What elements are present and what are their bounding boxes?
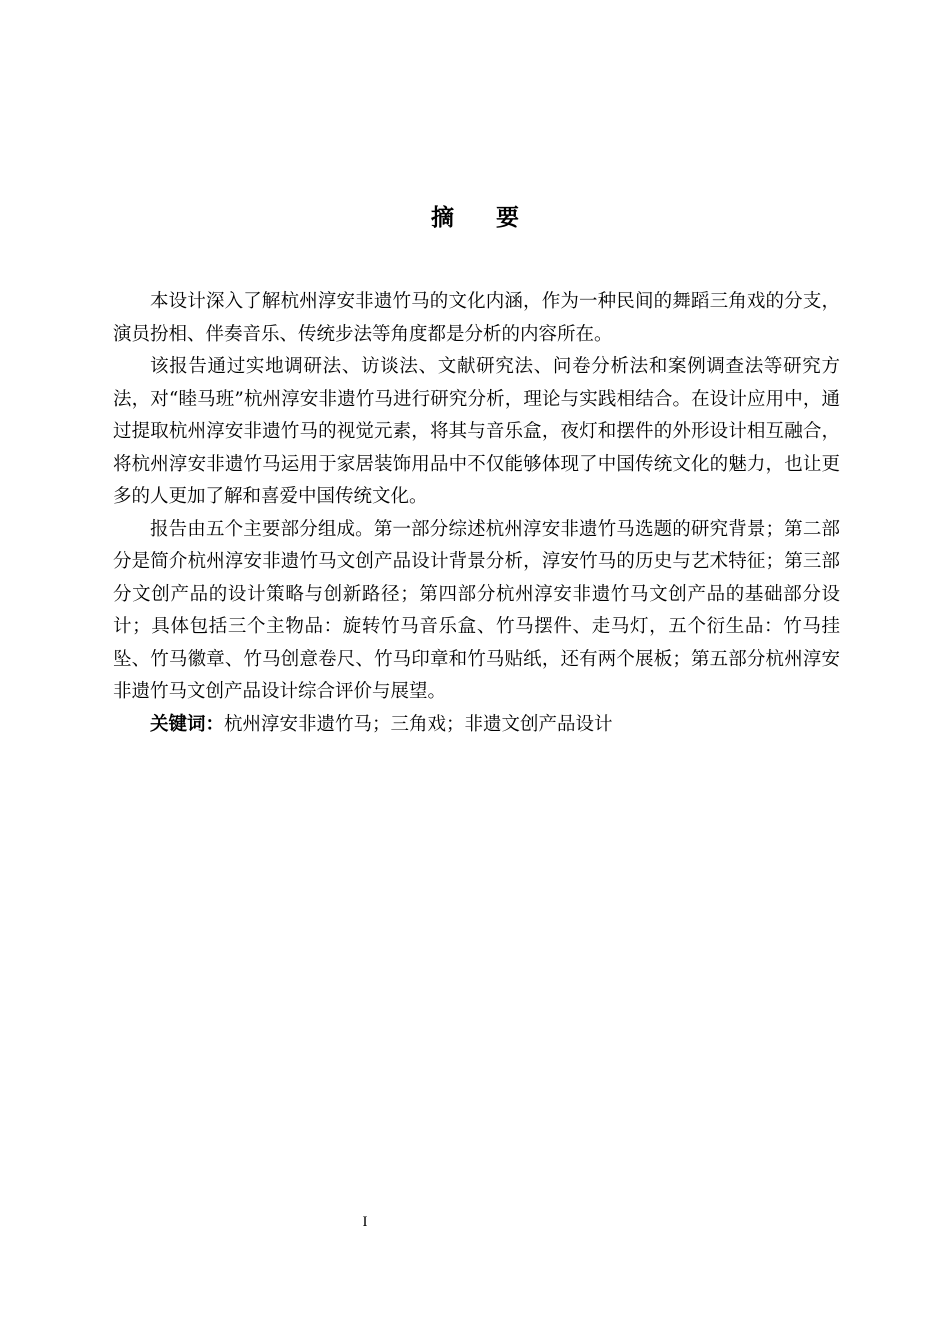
- abstract-body: [113, 286, 840, 741]
- abstract-paragraph-3: 报告由五个主要部分组成。第一部分综述杭州淳安非遗竹马选题的研究背景；第二部分是简介杭州淳安非遗竹马文创产品设计背景分析，淳安竹马的历史与艺术特征；第三部分文创产品的设计策略与创新路径；第四部分杭州淳安非遗竹马文创产品的基础部分设计；具体包括三个主物品：旋转竹马音乐盒、竹马摆件、走马灯，五个衍生品：竹马挂坠、竹马徽章、竹马创意卷尺、竹马印章和竹马贴纸，还有两个展板；第五部分杭州淳安非遗竹马文创产品设计综合评价与展望。: [113, 518, 840, 702]
- page-number: I: [362, 1214, 368, 1230]
- keywords-line: [113, 709, 840, 742]
- abstract-paragraph-2: 该报告通过实地调研法、访谈法、文献研究法、问卷分析法和案例调查法等研究方法，对“睦马班”杭州淳安非遗竹马进行研究分析，理论与实践相结合。在设计应用中，通过提取杭州淳安非遗竹马的视觉元素，将其与音乐盒，夜灯和摆件的外形设计相互融合，将杭州淳安非遗竹马运用于家居装饰用品中不仅能够体现了中国传统文化的魅力，也让更多的人更加了解和喜爱中国传统文化。: [113, 356, 840, 507]
- abstract-paragraph-1: 本设计深入了解杭州淳安非遗竹马的文化内涵，作为一种民间的舞蹈三角戏的分支，演员扮相、伴奏音乐、传统步法等角度都是分析的内容所在。: [113, 291, 840, 345]
- keywords-text: 杭州淳安非遗竹马；三角戏；非遗文创产品设计: [224, 713, 613, 735]
- keywords-label: 关键词：: [150, 713, 225, 735]
- page-title: 摘要: [431, 205, 561, 231]
